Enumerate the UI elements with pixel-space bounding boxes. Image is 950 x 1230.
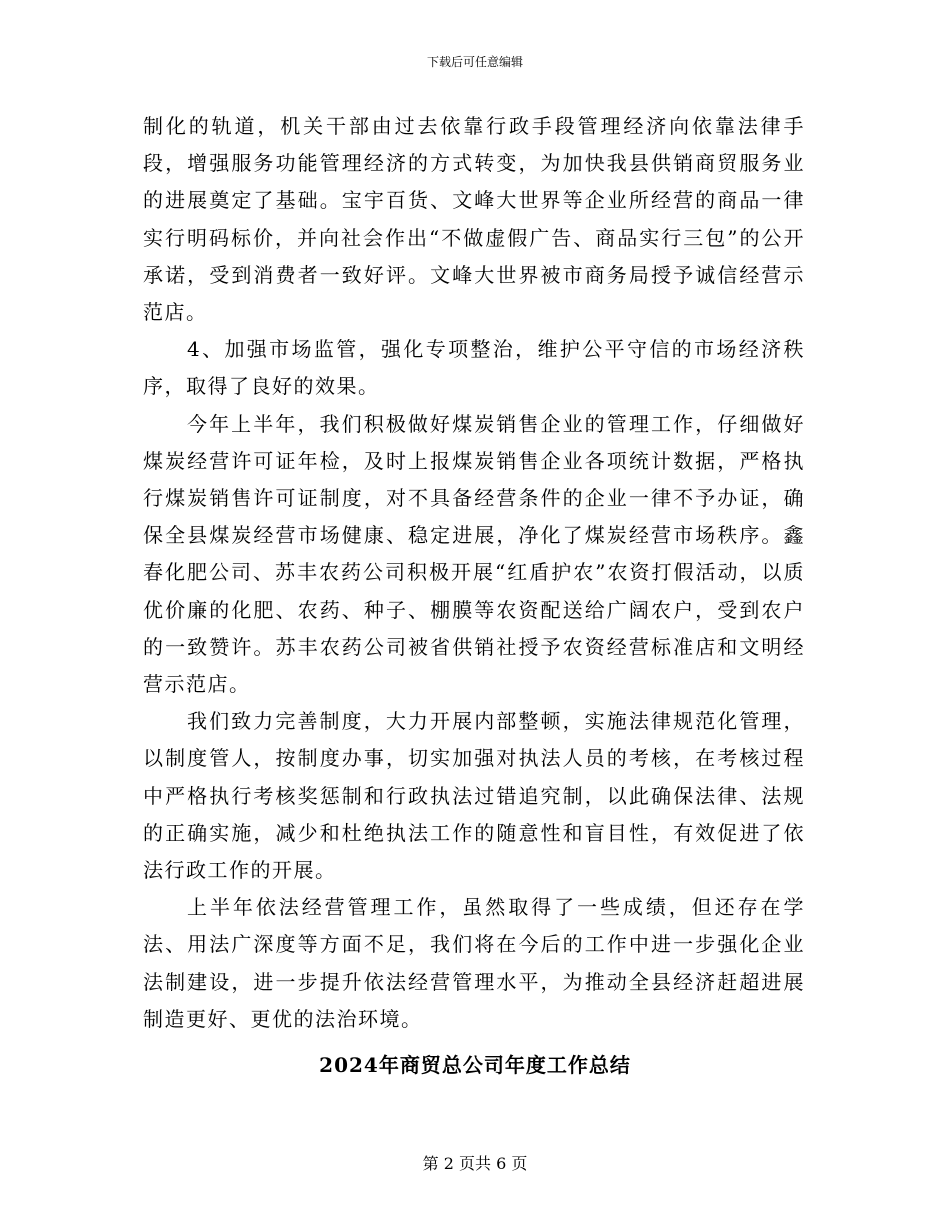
paragraph-market-supervision-heading: 4、加强市场监管，强化专项整治，维护公平守信的市场经济秩序，取得了良好的效果。 [143,337,805,399]
page-header-note: 下载后可任意编辑 [426,55,523,69]
section-title: 2024年商贸总公司年度工作总结 [319,1053,631,1077]
page-number-footer: 第 2 页共 6 页 [422,1154,528,1173]
paragraph-summary-outlook: 上半年依法经营管理工作，虽然取得了一些成绩，但还存在学法、用法广深度等方面不足，我们将在今后的工作中进一步强化企业法制建设，进一步提升依法经营管理水平，为推动全县经济赶超进展制造更好、更优的法治环境。 [143,895,805,1031]
paragraph-continuation: 制化的轨道，机关干部由过去依靠行政手段管理经济向依靠法律手段，增强服务功能管理经济的方式转变，为加快我县供销商贸服务业的进展奠定了基础。宝宇百货、文峰大世界等企业所经营的商品一律实行明码标价，并向社会作出“不做虚假广告、商品实行三包”的公开承诺，受到消费者一致好评。文峰大世界被市商务局授予诚信经营示范店。 [143,114,805,325]
paragraph-coal-management: 今年上半年，我们积极做好煤炭销售企业的管理工作，仔细做好煤炭经营许可证年检，及时上报煤炭销售企业各项统计数据，严格执行煤炭销售许可证制度，对不具备经营条件的企业一律不予办证，确保全县煤炭经营市场健康、稳定进展，净化了煤炭经营市场秩序。鑫春化肥公司、苏丰农药公司积极开展“红盾护农”农资打假活动，以质优价廉的化肥、农药、种子、棚膜等农资配送给广阔农户，受到农户的一致赞许。苏丰农药公司被省供销社授予农资经营标准店和文明经营示范店。 [143,411,805,697]
document-body [143,108,805,1038]
paragraph-system-improvement: 我们致力完善制度，大力开展内部整顿，实施法律规范化管理，以制度管人，按制度办事，切实加强对执法人员的考核，在考核过程中严格执行考核奖惩制和行政执法过错追究制，以此确保法律、法规的正确实施，减少和杜绝执法工作的随意性和盲目性，有效促进了依法行政工作的开展。 [143,709,805,883]
